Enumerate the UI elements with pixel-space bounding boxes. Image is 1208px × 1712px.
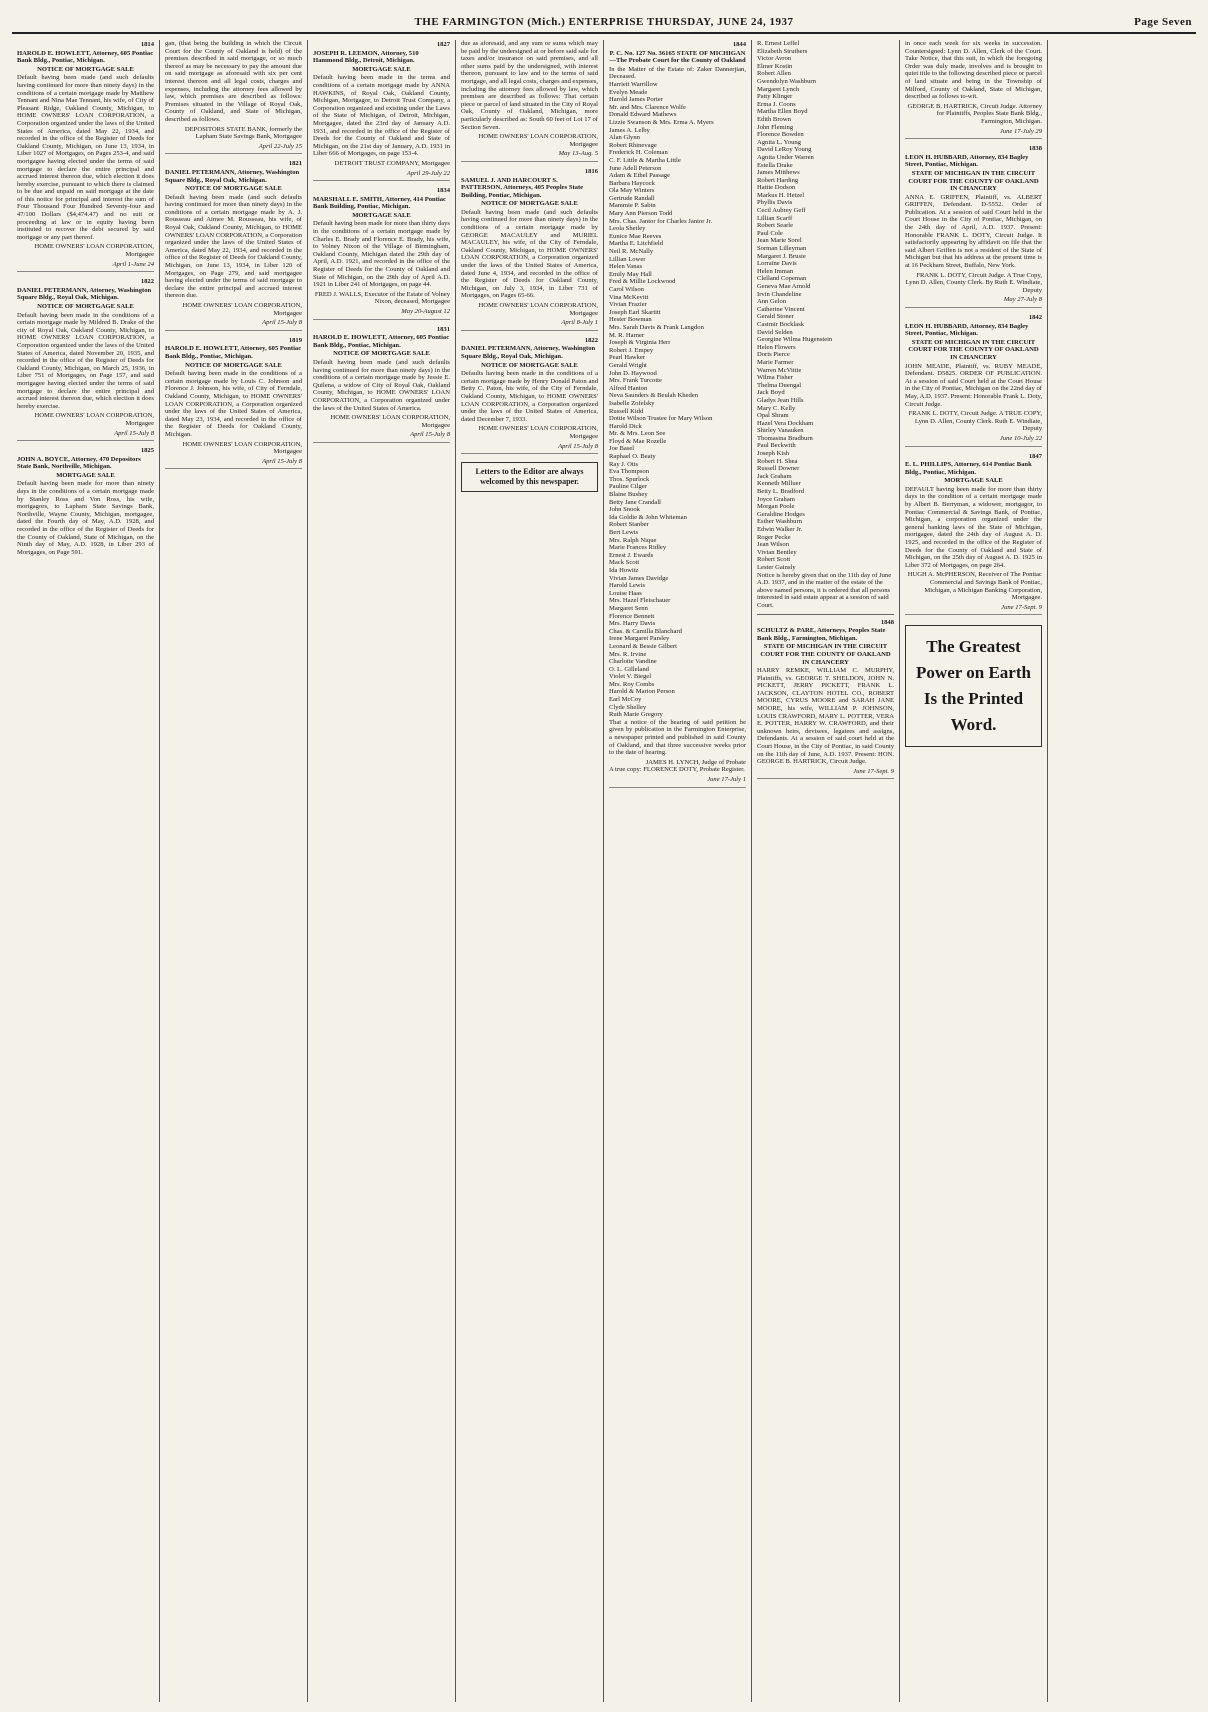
heir-name: Donald Edward Mathews [609,111,677,119]
column-2 [160,40,308,1702]
heir-name: Joyce Graham [757,495,795,503]
attorney-line: DANIEL PETERMANN, Attorney, Washington Square Bldg., Royal Oak, Michigan. [165,168,300,184]
heir-name: Sorman Lilleyman [757,245,807,253]
heir-name: Violet V. Biegel [609,673,652,681]
heir-name: Thomasina Bradburn [757,434,813,442]
heir-name: Gertrude Randall [609,194,655,202]
mortgagee-signature: HOME OWNERS' LOAN CORPORATION, Mortgagee [34,243,154,259]
heir-name: Harold James Porter [609,96,663,104]
mortgagee-signature: DEPOSITORS STATE BANK, formerly the Lapham State Savings Bank, Mortgagee [184,125,302,141]
heir-name: Martha E. Litchfield [609,240,664,248]
heir-name: Mrs. Hazel Fleischauer [609,597,671,605]
notice-number: 1814 [140,41,154,48]
heir-name: Ida Goldie & John Whiteman [609,513,687,521]
heir-name: Mack Scott [609,559,640,567]
heir-name: Mrs. Chas. Jantor for Charles Jantor Jr. [609,217,713,225]
heir-name: C. F. Little & Martha Little [609,156,681,164]
heir-name: Clyde Shelley [609,703,647,711]
notice-heading: NOTICE OF MORTGAGE SALE [481,361,578,369]
attorney-line: LEON H. HUBBARD, Attorney, 834 Bagley Street, Pontiac, Michigan. [905,153,1029,169]
heir-name: Florence Bowden [757,131,804,139]
notice-body: gan, (that being the building in which the Circuit Court for the County of Oakland is held) of the premises described in said mortgage, or so much thereof as may be necessary to pay the amount due on said mortgage as aforesaid with six per cent interest thereon and all legal costs, charges and expenses, including the attorney fees allowed by law, which premises are described as follows: Premises situated in the Village of Royal Oak, County of Oakland, and State of Michigan, described as follows. [165,40,302,123]
heir-name: Robert Searle [757,222,794,230]
heir-name: Elmer Kostin [757,62,793,70]
heir-name: Thos. Spurlock [609,475,650,483]
heir-name: Casimir Bocklask [757,320,805,328]
notice-body: Default having been made (and such defaults having continued for more than ninety days) in the conditions of a certain mortgage made by Matthew Tennant and Nina Mae Tennant, his wife, of City of Pleasant Ridge, Oakland County, Michigan, to HOME OWNERS' LOAN CORPORATION, a Corporation organized under the laws of the United States of America, dated May 22, 1934, and recorded in the office of the Register of Deeds for Oakland County, Michigan, on June 13, 1934, in Liber 1027 of Mortgages, on Pages 253-4, and said mortgagee having elected under the terms of said mortgage to declare the entire principal and accrued interest thereon due, which election it does hereby exercise, pursuant to which there is claimed to be due and unpaid on said mortgage at the date of this notice for principal and interest the sum of Four Thousand Four Hundred Seventy-four and 47/100 Dollars ($4,474.47) and no suit or proceeding at law or in equity having been instituted to recover the debt secured by said mortgage or any part thereof. [17,74,154,241]
heir-name: Louise Haas [609,589,642,597]
notice-body: Default having been made for more than ninety days in the conditions of a certain mortgage made by Stanley Ross and Von Ross, his wife, mortgagors, to Lapham State Savings Bank, Northville, Wayne County, Michigan, mortgagee, dated the Fourth day of May, A.D. 1928, and recorded in the office of the Register of Deeds for the County of Oakland, State of Michigan, on the Ninth day of May, A.D. 1928, in Liber 293 of Mortgages, on Page 591. [17,480,154,556]
estate-notice-text: Notice is hereby given that on the 11th day of June A.D. 1937, and in the matter of the estate of the above named persons, it is ordered that all persons interested in said estate appear at a session of said Court. [757,571,892,609]
heir-name: Vivian James Davidge [609,574,669,582]
heir-name: Robert J. Empey [609,346,654,354]
mortgagee-signature: HOME OWNERS' LOAN CORPORATION, Mortgagee [182,302,302,317]
publication-dates: May 13-Aug. 5 [461,150,598,162]
heir-name: Harriett Warrillow [609,80,658,88]
heir-name: Robert Stanber [609,521,649,529]
heir-name: Frederick H. Coleman [609,149,668,157]
heir-name: Catherine Vincent [757,305,805,313]
legal-notice [17,41,154,272]
legal-notice [17,447,154,556]
heir-name: Irvin Chandeline [757,290,802,298]
notice-body: JOHN MEADE, Plaintiff, vs. RUBY MEADE, Defendant. D5825. ORDER OF PUBLICATION. At a session of said Court held at the Court House in the City of Pontiac, Michigan on the 22nd day of May, A.D. 1937. Present: Honorable Frank L. Doty, Circuit Judge. [905,362,1042,408]
probate-body: In the Matter of the Estate of: Zaker Dannerjian, Deceased. [609,65,746,81]
legal-notice [905,453,1042,616]
heir-name: Barbara Haycock [609,179,655,187]
heir-name: Phyllis Davis [757,199,793,207]
heir-name: Gwendolyn Washburn [757,77,816,85]
heir-name: Dottie Wilson Trustee for Mary Wilson [609,415,713,423]
heir-name: Helen Flowers [757,343,796,351]
notice-body: Default having been made in the terms and conditions of a certain mortgage made by ANNA HAWKINS, of Royal Oak, Oakland County, Michigan, Mortgagor, to Detroit Trust Company, a Corporation organized and existing under the Laws of the State of Michigan, of Detroit, Michigan, Mortgagee, dated the 23rd day of January A.D. 1931, and recorded in the office of the Register of Deeds for the County of Oakland and State of Michigan, on the 21st day of January, A.D. 1931 in Liber 666 of Mortgages, on page 153-4. [313,74,450,158]
heir-name: Marie Farmer [757,358,794,366]
heir-name: Mary Ann Pierson Todd [609,210,673,218]
heir-name: David LeRoy Young [757,146,812,154]
notice-heading: STATE OF MICHIGAN IN THE CIRCUIT COURT FOR THE COUNTY OF OAKLAND IN CHANCERY [908,338,1039,361]
notice-body: ANNA E. GRIFFEN, Plaintiff, vs. ALBERT GRIFFEN, Defendant. D-5552. Order of Publication. At a session of said Court held in the Court House in the City of Pontiac, Michigan, on the 24th day of April, A.D. 1937. Present: Honorable FRANK L. DOTY, Circuit Judge. It satisfactorily appearing by affidavit on file that the said Albert Griffen is not a resident of the State of Michigan but that his address at the present time is at 16 Peckham Street, Buffalo, New York. [905,193,1042,270]
heir-name: O. L. Gilleland [609,665,649,673]
heir-name: Opal Shram [757,412,789,420]
heir-name: Vina McKevitt [609,293,649,301]
attorney-line: SCHULTZ & PARE, Attorneys, Peoples State Bank Bldg., Farmington, Michigan. [757,627,886,642]
notice-body: Default having been made for more than thirty days in the conditions of a certain mortgage made by Charles E. Brady and Florence E. Brady, his wife, to Volney Nixon of the Village of Birmingham, Oakland County, Michigan dated the 29th day of April, A.D. 1921, and recorded in the office of the Register of Deeds for the County of Oakland and State of Michigan, on the 29th day of April A.D. 1921 in Liber 241 of Mortgages, on page 44. [313,220,450,289]
notice-number: 1822 [140,278,154,286]
heir-name: James Mitthews [757,169,800,177]
mortgagee-signature: GEORGE B. HARTRICK, Circuit Judge. Attorney for Plaintiffs, Peoples State Bank Bldg., Farmington, Michigan. [907,102,1042,125]
mortgagee-signature: FRANK L. DOTY, Circuit Judge. A TRUE COPY, Lynn D. Allen, County Clerk. Ruth E. Windiate, Deputy [908,410,1042,433]
heir-name: Georgine Wilma Hugenstein [757,336,833,344]
legal-notice [461,168,598,331]
heir-name: Mary C. Kelly [757,404,796,412]
page-number: Page Seven [1134,16,1192,28]
publication-dates: April 8-July 1 [461,319,598,331]
heir-name: Ann Gelon [757,298,787,306]
heir-name: Estella Drake [757,161,793,169]
heir-name: R. Ernest Leffel [757,40,800,47]
mortgagee-signature: DETROIT TRUST COMPANY, Mortgagee [334,159,450,167]
heir-name: Robert H. Shea [757,457,798,465]
publication-dates: May 27-July 8 [905,296,1042,308]
notice-body: DEFAULT having been made for more than thirty days in the condition of a certain mortgage made by Albert B. Berryman, a widower, mortgagor, to Pontiac Commercial & Savings Bank, of Pontiac, Michigan, a corporation organized under the general banking laws of the State of Michigan, mortgagee, dated the 24th day of August A. D. 1925, and recorded in the office of the Register of Deeds for the County of Oakland and State of Michigan, on the 25th day of August A. D. 1925 in Liber 372 of Mortgages, on page 264. [905,485,1042,569]
heir-name: Joseph Earl Skartitt [609,308,661,316]
attorney-line: E. L. PHILLIPS, Attorney, 614 Pontiac Bank Bldg., Pontiac, Michigan. [905,461,1032,476]
heir-name: Esther Washburn [757,518,802,526]
heir-name: Russell Kidd [609,407,644,415]
attorney-line: LEON H. HUBBARD, Attorney, 834 Bagley Street, Pontiac, Michigan. [905,322,1029,338]
slogan-line-3: Is the Printed Word. [923,689,1024,735]
notice-number: 1825 [140,447,154,455]
heir-name: Mrs. Harry Davis [609,620,656,628]
heir-name: Ruth Marie Gregory [609,711,663,719]
heir-name: Hester Bowman [609,316,652,324]
notice-number: 1819 [288,336,302,344]
heir-name: Harold & Marion Person [609,688,675,696]
notice-body: in once each week for six weeks in succession. Countersigned: Lynn D. Allen, Clerk of the Court. Take Notice, that this suit, in which the foregoing Order was duly made, involves and is brought to quiet title to the following described piece or parcel of land situate and being in the Township of Milford, County of Oakland, State of Michigan, described as follows to-wit. [905,40,1042,101]
notice-body: Default having been made in the conditions of a certain mortgage made by Louis C. Johnson and Florence J. Johnson, his wife, of City of Ferndale, Oakland County, Michigan, to HOME OWNERS' LOAN CORPORATION, a Corporation organized under the laws of the United States of America, dated May 23, 1934, and recorded in the office of the Register of Deeds for Oakland County, Michigan. [165,370,302,438]
heir-name: Leola Shetley [609,225,646,233]
heir-name: Earl McCoy [609,696,642,704]
heir-name: David Selden [757,328,793,336]
heir-name: Lillian Scarff [757,214,793,222]
heir-name: Paul Beckwith [757,442,796,450]
publication-dates: June 17-July 29 [905,128,1042,140]
column-8 [1048,40,1196,1702]
heir-name: Mrs. R. Irvine [609,650,647,658]
publication-dates: April 15-July 8 [313,431,450,443]
mortgagee-signature: HOME OWNERS' LOAN CORPORATION, Mortgagee [34,412,154,427]
heir-name: Lester Gainsly [757,563,796,571]
notice-number: 1838 [1028,145,1042,153]
heir-name: Geneva Mae Arnold [757,283,811,290]
heir-name: Warren McVittie [757,366,802,374]
heir-name: Isabelle Zofelsky [609,399,655,407]
heir-name: Agnita L. Young [757,138,801,146]
masthead-title: THE FARMINGTON (Mich.) ENTERPRISE THURSDAY, JUNE 24, 1937 [414,16,794,28]
heir-name: Lizzie Swanson & Mrs. Erma A. Myers [609,118,714,126]
heir-name: Vivian Frazier [609,301,647,309]
heir-name: Elizabeth Struthers [757,47,808,55]
heir-name: Joe Basel [609,445,635,453]
notice-body: Default having been made (and such defaults having continued for more than ninety days) in the conditions of a certain mortgage made by GEORGE MACAULEY and MURIEL MACAULEY, his wife, of the City of Ferndale, Oakland County, Michigan, to HOME OWNERS' LOAN CORPORATION, a Corporation organized under the laws of the United States of America, dated June 4, 1934, and recorded in the office of the Register of Deeds for Oakland County, Michigan, on July 3, 1934, in Liber 731 of Mortgages, on Pages 65-66. [461,208,598,300]
heir-name: Ida Howitz [609,566,639,574]
heir-name: Adam & Ethel Passage [609,172,670,180]
heir-name: Harold Dick [609,422,642,430]
heir-name: M. R. Harner [609,331,645,339]
heir-name: June Adell Peterson [609,164,662,172]
attorney-line: SAMUEL J. AND HARCOURT S. PATTERSON, Attorneys, 405 Peoples State Building, Pontiac, Michigan. [461,176,584,199]
heir-name: Neva Saunders & Beulah Kheden [609,392,698,400]
heir-name: Fred & Millie Lockwood [609,278,676,286]
notice-heading: STATE OF MICHIGAN IN THE CIRCUIT COURT FOR THE COUNTY OF OAKLAND IN CHANCERY [908,169,1039,193]
notice-body: Default having been made (and such defaults having continued for more than ninety days) in the conditions of a certain mortgage made by Jessie E. Quilena, a widow of City of Royal Oak, Oakland County, Michigan, to HOME OWNERS' LOAN CORPORATION, a Corporation organized under the laws of the United States of America. [313,358,450,412]
heir-name: Jean Wilson [757,541,790,549]
legal-notice [165,160,302,330]
heir-name: Ray J. Otis [609,460,639,468]
legal-notices-columns [12,40,1196,1702]
column-7 [900,40,1048,1702]
notice-number: 1844 [732,41,746,48]
slogan-box [905,625,1042,747]
heir-name: John Snook [609,506,640,514]
heir-name: Gerald Stoner [757,313,794,321]
heir-name: Agnita Under Warren [757,153,814,161]
heir-name: Carol Wilson [609,286,644,293]
column-5 [604,40,752,1702]
chancery-notice [757,619,894,780]
publication-dates: June 10-July 22 [905,435,1042,447]
heir-name: Mr. & Mrs. Leon See [609,430,666,438]
heir-name: Gladys Jean Hills [757,396,804,404]
heir-name: Helen Vanas [609,263,643,271]
heir-name: Florence Bennett [609,612,655,620]
probate-true-copy: A true copy: FLORENCE DOTY, Probate Register. [609,766,745,774]
heir-name: Russell Downer [757,465,800,473]
slogan-line-2: Power on Earth [916,663,1031,683]
heir-name-list [609,81,746,719]
attorney-line: MARSHALL E. SMITH, Attorney, 414 Pontiac Bank Building, Pontiac, Michigan. [313,195,446,211]
probate-judge-signature: JAMES H. LYNCH, Judge of Probate [645,758,746,766]
heir-name: Blaine Bushey [609,491,648,499]
attorney-line: DANIEL PETERMANN, Attorney, Washington Square Bldg., Royal Oak, Michigan. [17,286,152,302]
notice-number: 1847 [1028,452,1042,460]
heir-name: Edith Brown [757,115,791,123]
probate-notice [609,41,746,788]
heir-name: Betty Jane Crandall [609,498,662,506]
attorney-line: HAROLD E. HOWLETT, Attorney, 605 Pontiac Bank Bldg., Pontiac, Michigan. [313,334,450,349]
heir-name: Cecil Aubrey Geff [757,207,806,215]
masthead [12,10,1196,34]
notice-number: 1848 [880,618,894,626]
notice-heading: MORTGAGE SALE [352,211,411,219]
heir-name: Jack Boyd [757,389,785,397]
heir-name: Erma J. Coons [757,100,796,108]
attorney-line: DANIEL PETERMANN, Attorney, Washington Square Bldg., Royal Oak, Michigan. [461,345,596,360]
publication-dates: June 17-July 1 [609,776,746,788]
legal-notice [313,326,450,443]
legal-notice [905,314,1042,447]
notice-number: 1827 [436,41,450,48]
heir-name: Emily May Hall [609,270,652,278]
heir-name: Vivian Bentley [757,548,797,556]
heir-name: Margaret J. Brusie [757,252,806,260]
heir-name: Hattie Dodson [757,184,796,192]
notice-body: Default having been made (and such defaults having continued for more than ninety days) in the conditions of a certain mortgage made by A. J. Rousseau and Aimee M. Rousseau, his wife, of Royal Oak, Oakland County, Michigan, to HOME OWNERS' LOAN CORPORATION, a Corporation organized under the laws of the United States of America, dated May 22, 1934, and recorded in the office of the Register of Deeds for Oakland County, Michigan, on June 13, 1934, in Liber 120 of Mortgages, on Page 279, and said mortgagee having elected under the terms of said mortgage to declare the entire principal and accrued interest thereon due. [165,193,302,300]
heir-name: Hazel Vera Dockham [757,419,814,427]
mortgagee-signature: HOME OWNERS' LOAN CORPORATION, Mortgagee [330,414,450,429]
heir-name: Wilma Fisher [757,374,793,382]
heir-name: Floyd & Mae Rozelle [609,437,667,445]
publication-dates: April 15-July 8 [165,319,302,331]
column-1 [12,40,160,1702]
attorney-line: JOHN A. BOYCE, Attorney, 470 Depositors State Bank, Northville, Michigan. [17,455,141,471]
heir-name: Shirley Vanauken [757,427,804,435]
notice-heading: NOTICE OF MORTGAGE SALE [37,303,134,310]
notice-body: Defaults having been made in the conditions of a certain mortgage made by Henry Donald Paton and Betty C. Paton, his wife, of the City of Ferndale, Oakland County, Michigan, to HOME OWNERS' LOAN CORPORATION, a Corporation organized under the laws of the United States of America, dated December 7, 1933. [461,370,598,423]
notice-number: 1822 [584,336,598,344]
heir-name: Clelland Copeman [757,275,807,283]
legal-notice [165,40,302,154]
notice-heading: MORTGAGE SALE [944,477,1003,485]
letters-note: Letters to the Editor are always welcomed by this newspaper. [461,462,598,492]
publication-dates: May 20-August 12 [313,308,450,320]
notice-heading: NOTICE OF MORTGAGE SALE [37,65,134,73]
divider [757,614,894,615]
legal-notice [461,40,598,162]
heir-name: Mrs. Sarah Davis & Frank Langdon [609,323,704,331]
heir-name: Robert Scott [757,556,791,564]
notice-number: 1821 [288,160,302,168]
heir-name: Paul Cole [757,229,783,237]
heir-name: Doris Pierce [757,351,790,359]
heir-name: Marie Frances Ridley [609,544,667,552]
heir-name: Mrs. Roy Combs [609,680,655,688]
heir-name: Chas. & Camilla Blanchard [609,627,682,635]
heir-name: Joseph Kish [757,450,790,458]
attorney-line: JOSEPH R. LEEMON, Attorney, 510 Hammond Bldg., Detroit, Michigan. [313,49,419,65]
notice-number: 1834 [436,187,450,195]
heir-name: Morgan Poole [757,503,795,511]
heir-name: Eva Thompson [609,468,649,476]
notice-body: Default having been made in the conditions of a certain mortgage made by Mildred B. Drake of the city of Royal Oak, Oakland County, Michigan, to HOME OWNERS' LOAN CORPORATION, a Corporation organized under the laws of the United States of America, dated November 20, 1935, and recorded in the office of the Register of Deeds for Oakland County, Michigan, on March 25, 1936, in Liber 751 of Mortgages, on Page 157, and said mortgagee having elected under the terms of said mortgage to declare the entire principal and accrued interest thereon due, which election it does hereby exercise. [17,311,154,410]
publication-dates: April 15-July 8 [461,443,598,455]
publication-dates: April 1-June 24 [17,261,154,273]
heir-name: Jean Marie Sorel [757,237,802,245]
heir-name: Roger Pecke [757,533,791,541]
notice-heading: NOTICE OF MORTGAGE SALE [333,350,430,358]
heir-name: Geraldine Hodges [757,510,805,518]
legal-notice [461,337,598,454]
publication-dates: April 15-July 8 [165,458,302,470]
heir-name: Joseph & Virginia Herr [609,339,671,347]
notice-heading: NOTICE OF MORTGAGE SALE [185,185,282,193]
heir-name: Patty Klinger [757,93,793,101]
notice-heading: STATE OF MICHIGAN IN THE CIRCUIT COURT FOR THE COUNTY OF OAKLAND IN CHANCERY [760,643,891,666]
heir-name: Evelyn Meade [609,88,648,96]
heir-name: James A. Lelby [609,126,650,134]
heir-name: Robert Harding [757,176,799,184]
heir-name: Ernest J. Ewards [609,551,654,559]
continued-name-list [757,40,894,572]
heir-name: Ola May Winters [609,187,655,195]
notice-heading: MORTGAGE SALE [352,65,411,73]
legal-notice [313,187,450,320]
mortgagee-signature: FRED J. WALLS, Executor of the Estate of Volney Nixon, deceased, Mortgagee [314,290,450,306]
heir-name: Gerald Wright [609,361,647,369]
heir-name: Victor Avron [757,55,792,63]
heir-name: Mr. and Mrs. Clarence Wolfe [609,103,686,111]
attorney-line: HAROLD E. HOWLETT, Attorney, 605 Pontiac Bank Bldg., Pontiac, Michigan. [17,49,154,65]
heir-name: Raphael O. Beaty [609,453,656,461]
column-6 [752,40,900,1702]
publication-dates: April 22-July 15 [165,143,302,155]
mortgagee-signature: HOME OWNERS' LOAN CORPORATION, Mortgagee [478,425,598,440]
heir-name: Kenneth Milluer [757,480,801,488]
heir-name: Alfred Hanton [609,384,648,392]
heir-name: Harold Lewis [609,582,646,590]
legal-notice [17,278,154,441]
slogan-line-1: The Greatest [926,637,1021,657]
heir-name: Leonard & Bessie Gilbert [609,642,677,650]
heir-name: Jack Graham [757,472,792,480]
publication-dates: June 17-Sept. 9 [905,604,1042,616]
column-4 [456,40,604,1702]
heir-name: Eunice Mae Reeves [609,232,662,240]
mortgagee-signature: HUGH A. McPHERSON, Receiver of The Pontiac Commercial and Savings Bank of Pontiac, Michigan, a Michigan Banking Corporation, Mortgagee. [907,571,1042,602]
notice-heading: NOTICE OF MORTGAGE SALE [185,361,282,369]
notice-body: HARRY REMKE, WILLIAM C. MURPHY, Plaintiffs, vs. GEORGE T. SHELDON, JOHN N. PICKETT, JERRY PICKETT, FRANK L. JACKSON, CLAYTON HOTEL CO., ROBERT MOORE, CYRUS MOORE and SARAH JANE MOORE, his wife, WILLIAM P. JOHNSON, LOUIS CRAWFORD, MARY L. POTTER, VERA E. POTTER, HARRY W. CRAWFORD, and their unknown heirs, devisees, legatees and assigns, Defendants. At a session of said court held at the Court House, in the City of Pontiac, in said County on the 11th day of June, A.D. 1937. Present: HON. GEORGE B. HARTRICK, Circuit Judge. [757,667,894,766]
mortgagee-signature: FRANK L. DOTY, Circuit Judge. A True Copy, Lynn D. Allen, County Clerk. By Ruth E. Windiate, Deputy [905,271,1042,294]
legal-notice [313,41,450,181]
column-3 [308,40,456,1702]
probate-order-text: That a notice of the hearing of said petition be given by publication in the Farmington Enterprise, a newspaper printed and published in said County of Oakland, and that three successive weeks prior to the date of hearing. [609,718,746,757]
heir-name: Mrs. Ralph Nique [609,536,657,544]
legal-notice [905,145,1042,308]
heir-name: Neil R. McNally [609,248,654,256]
attorney-line: HAROLD E. HOWLETT, Attorney, 605 Pontiac Bank Bldg., Pontiac, Michigan. [165,345,302,360]
heir-name: Helen Imman [757,267,794,275]
notice-body: due as aforesaid, and any sum or sums which may be paid by the undersigned at or before said sale for taxes and/or insurance on said premises, and all other sums paid by the undersigned, with interest thereon, pursuant to law and to the terms of said mortgage, and all legal costs, charges and expenses, including the attorney fees allowed by law, which premises are described as follows: That certain piece or parcel of land situated in the City of Royal Oak, County of Oakland, Michigan, more particularly described as: South 60 feet of Lot 17 of Section Seven. [461,40,598,131]
heir-name: Lillian Lower [609,255,646,263]
heir-name: Betty L. Bradford [757,488,805,496]
heir-name: Robert Allen [757,70,791,78]
heir-name: John D. Haywood [609,369,657,377]
legal-notice [165,337,302,470]
mortgagee-signature: HOME OWNERS' LOAN CORPORATION, Mortgagee [182,440,302,456]
heir-name: Edwin Walker Jr. [757,526,803,533]
publication-dates: April 15-July 8 [17,430,154,442]
heir-name: John Fleming [757,123,794,131]
probate-heading: P. C. No. 127 No. 36165 STATE OF MICHIGAN—The Probate Court for the County of Oakland [609,49,746,65]
heir-name: Pauline Cilger [609,483,647,491]
legal-notice [905,40,1042,139]
heir-name: Mammie P. Sabin [609,202,656,210]
mortgagee-signature: HOME OWNERS' LOAN CORPORATION, Mortgagee [478,133,598,148]
heir-name: Charlotte Vandine [609,658,657,666]
mortgagee-signature: HOME OWNERS' LOAN CORPORATION, Mortgagee [478,302,598,317]
publication-dates: June 17-Sept. 9 [757,768,894,780]
notice-heading: NOTICE OF MORTGAGE SALE [481,200,578,208]
heir-name: Irene Margaret Parsley [609,635,670,643]
heir-name: Mrs. Frank Turcotte [609,377,662,385]
heir-name: Thelma Duengal [757,381,802,389]
notice-number: 1842 [1028,314,1042,321]
heir-name: Pearl Hawker [609,354,646,362]
heir-name: Robert Rhinevage [609,141,657,149]
notice-number: 1831 [436,325,450,333]
heir-name: Martha Ellen Boyd [757,108,808,116]
heir-name: Alan Glynn [609,134,640,142]
heir-name: Markus H. Hetzel [757,191,805,199]
heir-name: Margaret Senn [609,604,648,612]
heir-name: Lorraine Davis [757,260,797,268]
notice-heading: MORTGAGE SALE [56,471,115,479]
heir-name: Margaret Lynch [757,85,800,93]
publication-dates: April 29-July 22 [313,170,450,182]
heir-name: Bert Lewis [609,529,639,536]
notice-number: 1816 [584,167,598,175]
